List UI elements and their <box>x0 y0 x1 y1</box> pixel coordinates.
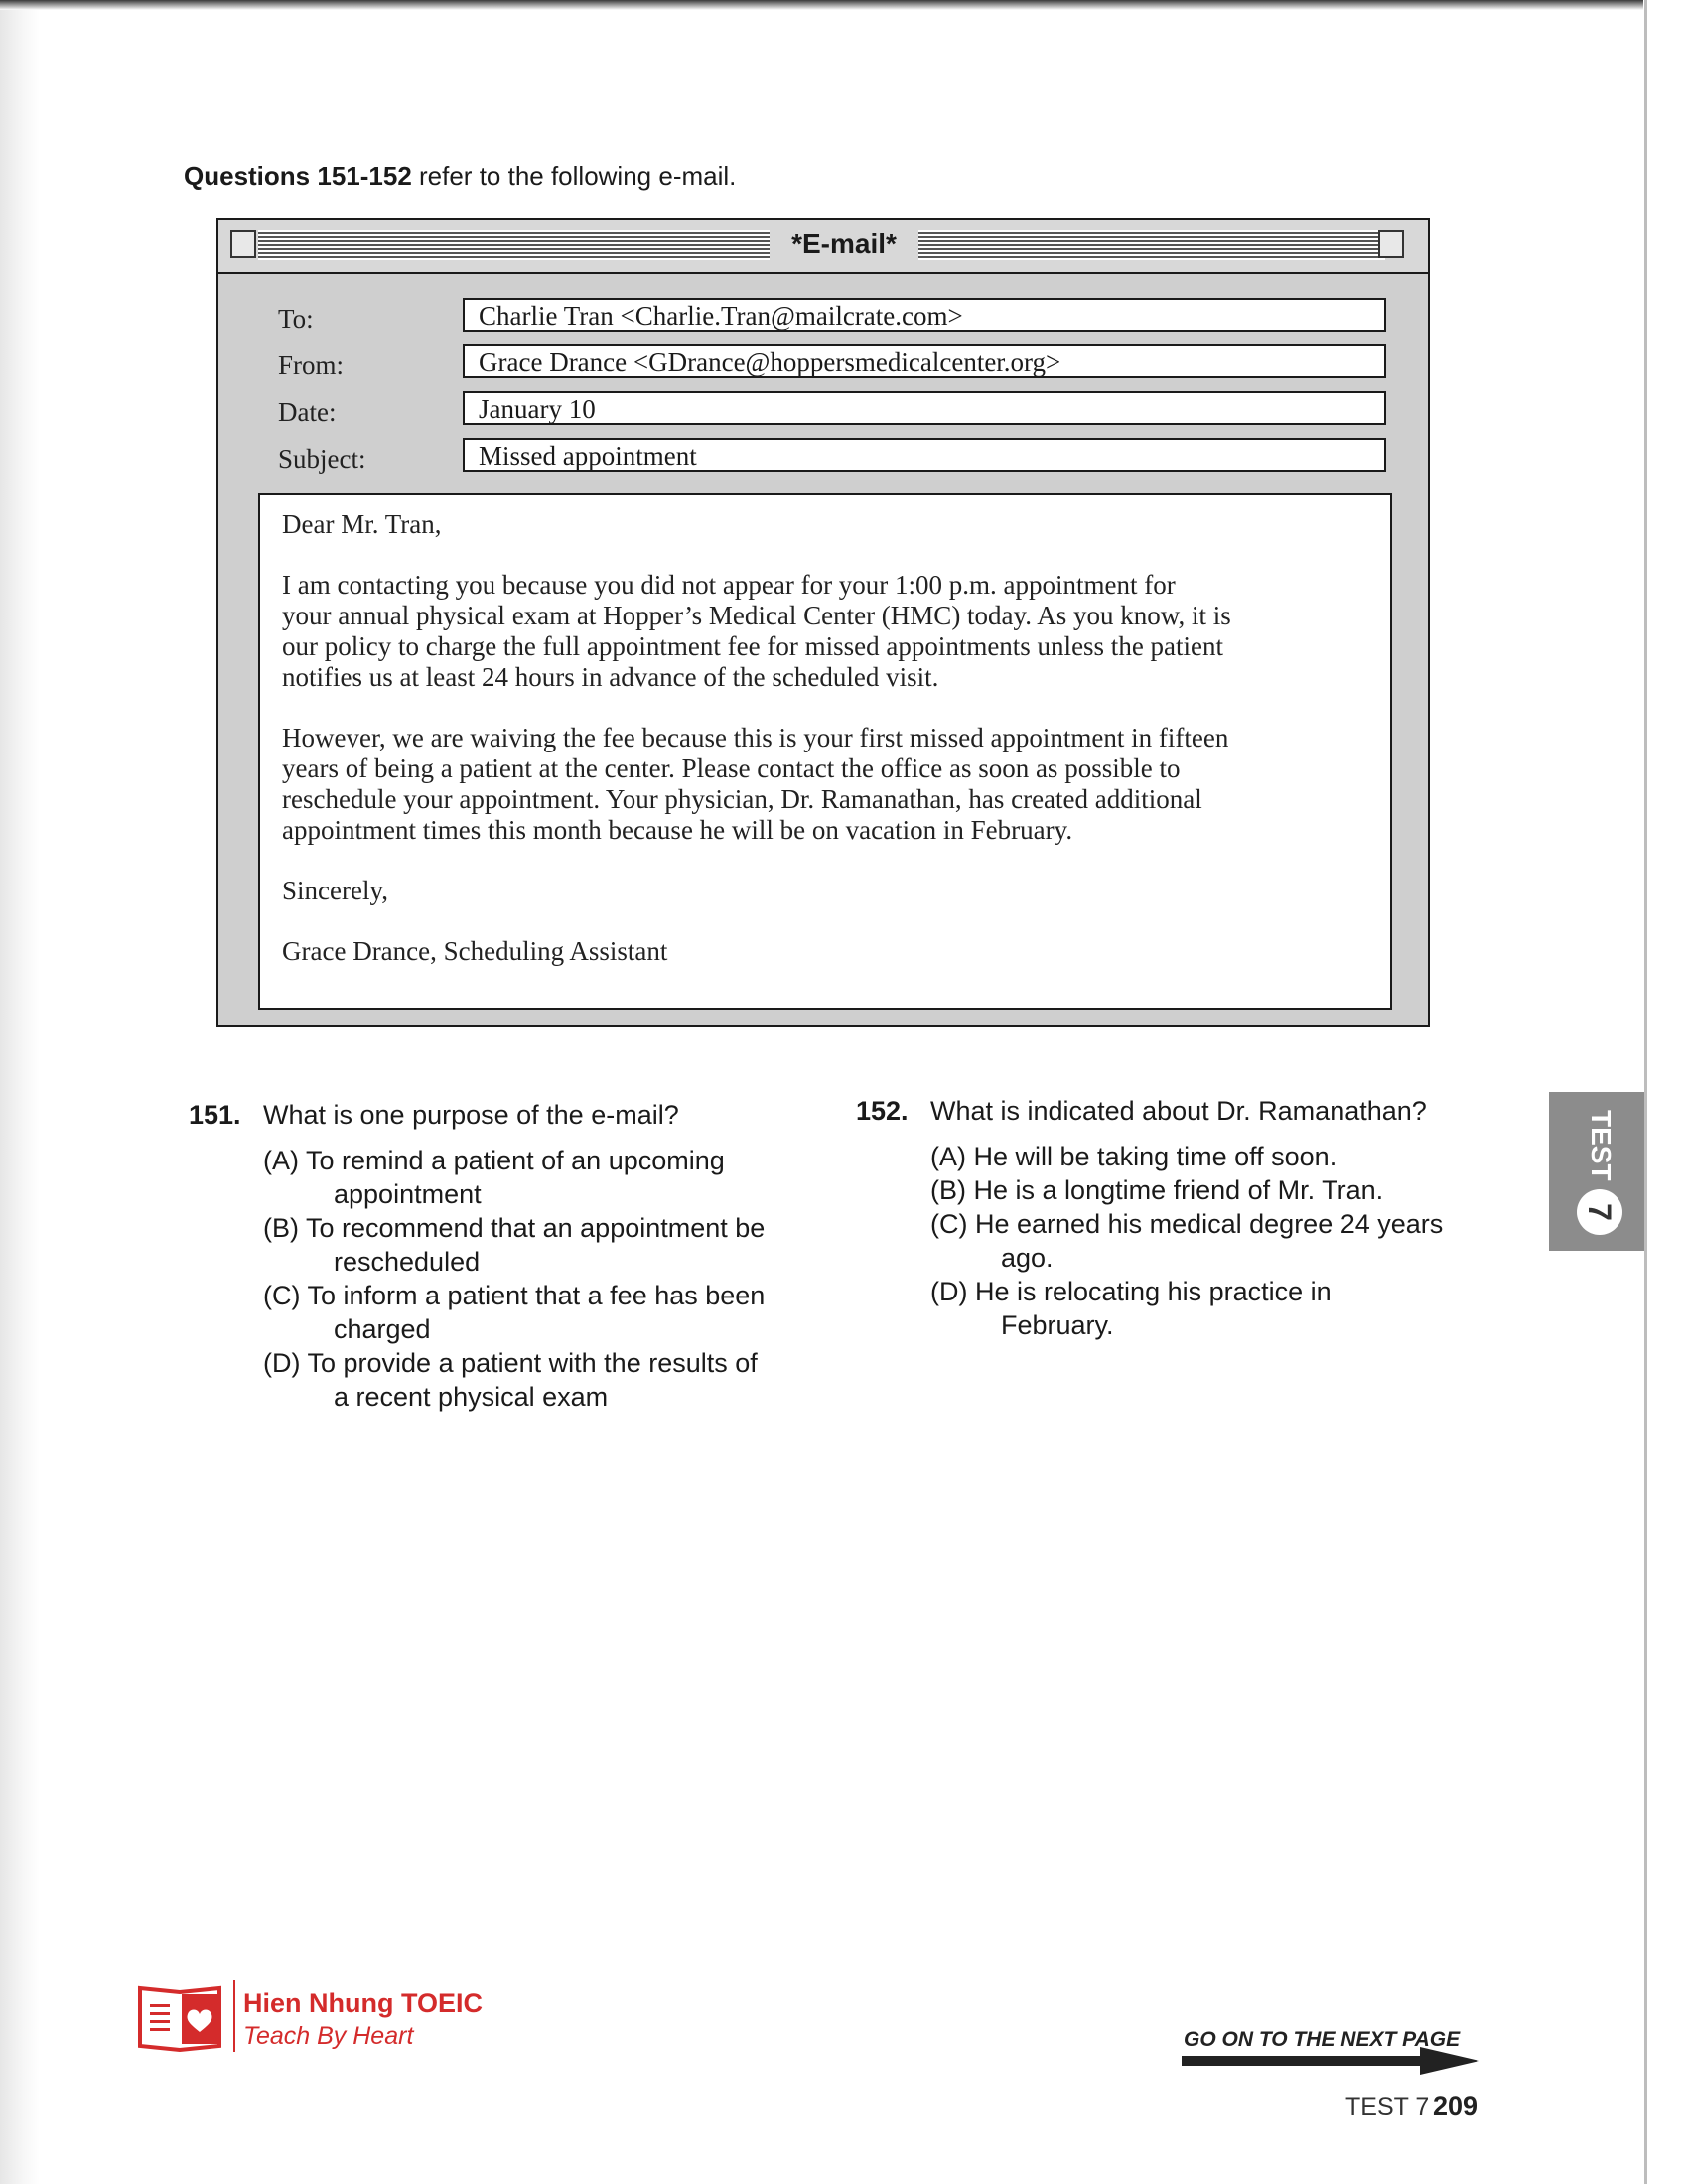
option-c-continued: ago. <box>1001 1243 1054 1273</box>
email-window <box>216 218 1430 1027</box>
close-box-icon <box>230 230 256 258</box>
test-tab-number: 7 <box>1577 1189 1622 1235</box>
brand-tagline: Teach By Heart <box>243 2022 414 2050</box>
email-signature: Grace Drance, Scheduling Assistant <box>282 936 668 966</box>
option-letter: (D) <box>263 1348 301 1378</box>
paragraph-line: your annual physical exam at Hopper’s Medical Center (HMC) today. As you know, it is <box>282 601 1231 630</box>
question-stem: What is indicated about Dr. Ramanathan? <box>930 1096 1427 1126</box>
option-letter: (C) <box>930 1209 968 1239</box>
scan-edge-right-line <box>1644 0 1647 2184</box>
scan-edge-top <box>0 0 1688 10</box>
book-heart-logo-icon <box>136 1982 223 2052</box>
scan-edge-right <box>1643 0 1688 2184</box>
option-c[interactable] <box>263 1279 765 1312</box>
footer-test-label: TEST 7 <box>1345 2093 1430 2120</box>
option-letter: (B) <box>263 1213 299 1243</box>
question-151 <box>189 1098 804 1416</box>
questions-range: Questions 151-152 <box>184 161 412 191</box>
option-letter: (A) <box>930 1142 966 1171</box>
option-text: He earned his medical degree 24 years <box>975 1209 1444 1239</box>
option-letter: (C) <box>263 1281 301 1310</box>
test-tab-label: TEST <box>1586 1110 1617 1181</box>
email-closing: Sincerely, <box>282 876 388 905</box>
option-a[interactable] <box>263 1144 725 1177</box>
option-text: To remind a patient of an upcoming <box>306 1146 725 1175</box>
option-text: To provide a patient with the results of <box>307 1348 758 1378</box>
option-text: He is relocating his practice in <box>975 1277 1332 1306</box>
from-field: Grace Drance <GDrance@hoppersmedicalcenter.org> <box>463 344 1386 378</box>
date-label: Date: <box>278 397 337 427</box>
paragraph-line: notifies us at least 24 hours in advance of the scheduled visit. <box>282 662 939 692</box>
from-label: From: <box>278 350 345 380</box>
option-d[interactable] <box>263 1346 758 1380</box>
paragraph-line: appointment times this month because he will be on vacation in February. <box>282 815 1073 845</box>
paragraph-line: However, we are waiving the fee because this is your first missed appointment in fifteen <box>282 723 1229 752</box>
option-letter: (A) <box>263 1146 299 1175</box>
option-d-continued: a recent physical exam <box>334 1382 609 1412</box>
option-text: To inform a patient that a fee has been <box>307 1281 766 1310</box>
question-stem: What is one purpose of the e-mail? <box>263 1100 679 1130</box>
test-side-tab <box>1549 1092 1644 1251</box>
email-body <box>258 493 1392 1010</box>
question-152 <box>856 1094 1491 1352</box>
option-b[interactable] <box>263 1211 765 1245</box>
go-on-text: GO ON TO THE NEXT PAGE <box>1184 2028 1461 2051</box>
option-letter: (D) <box>930 1277 968 1306</box>
brand-name: Hien Nhung TOEIC <box>243 1988 483 2018</box>
option-d-continued: February. <box>1001 1310 1114 1340</box>
paragraph-line: our policy to charge the full appointment fee for missed appointments unless the patient <box>282 631 1224 661</box>
option-letter: (B) <box>930 1175 966 1205</box>
questions-intro <box>184 161 736 192</box>
zoom-box-icon <box>1378 230 1404 258</box>
option-a-continued: appointment <box>334 1179 482 1209</box>
email-paragraph-1 <box>282 570 1368 693</box>
to-label: To: <box>278 304 314 334</box>
to-field: Charlie Tran <Charlie.Tran@mailcrate.com> <box>463 298 1386 332</box>
question-number: 152. <box>856 1096 909 1126</box>
brand-separator <box>233 1980 235 2052</box>
paragraph-line: I am contacting you because you did not appear for your 1:00 p.m. appointment for <box>282 570 1176 600</box>
email-titlebar <box>218 220 1428 274</box>
question-number: 151. <box>189 1100 241 1130</box>
option-d[interactable] <box>930 1275 1332 1308</box>
email-title: *E-mail* <box>774 228 914 260</box>
option-a[interactable] <box>930 1140 1336 1173</box>
option-c[interactable] <box>930 1207 1443 1241</box>
email-paragraph-2 <box>282 723 1368 846</box>
option-b-continued: rescheduled <box>334 1247 481 1277</box>
arrow-right-icon <box>1182 2047 1479 2075</box>
subject-label: Subject: <box>278 444 366 474</box>
paragraph-line: reschedule your appointment. Your physician, Dr. Ramanathan, has created additional <box>282 784 1202 814</box>
intro-text: refer to the following e-mail. <box>411 161 737 191</box>
page-number: 209 <box>1433 2091 1478 2120</box>
option-text: He is a longtime friend of Mr. Tran. <box>973 1175 1384 1205</box>
subject-field: Missed appointment <box>463 438 1386 472</box>
email-greeting: Dear Mr. Tran, <box>282 509 442 539</box>
titlebar-stripes-right <box>918 230 1385 260</box>
option-b[interactable] <box>930 1173 1383 1207</box>
paragraph-line: years of being a patient at the center. Please contact the office as soon as possible to <box>282 753 1181 783</box>
scan-edge-left <box>0 0 40 2184</box>
option-text: He will be taking time off soon. <box>973 1142 1337 1171</box>
option-text: To recommend that an appointment be <box>306 1213 766 1243</box>
date-field: January 10 <box>463 391 1386 425</box>
option-c-continued: charged <box>334 1314 431 1344</box>
titlebar-stripes-left <box>258 230 770 260</box>
